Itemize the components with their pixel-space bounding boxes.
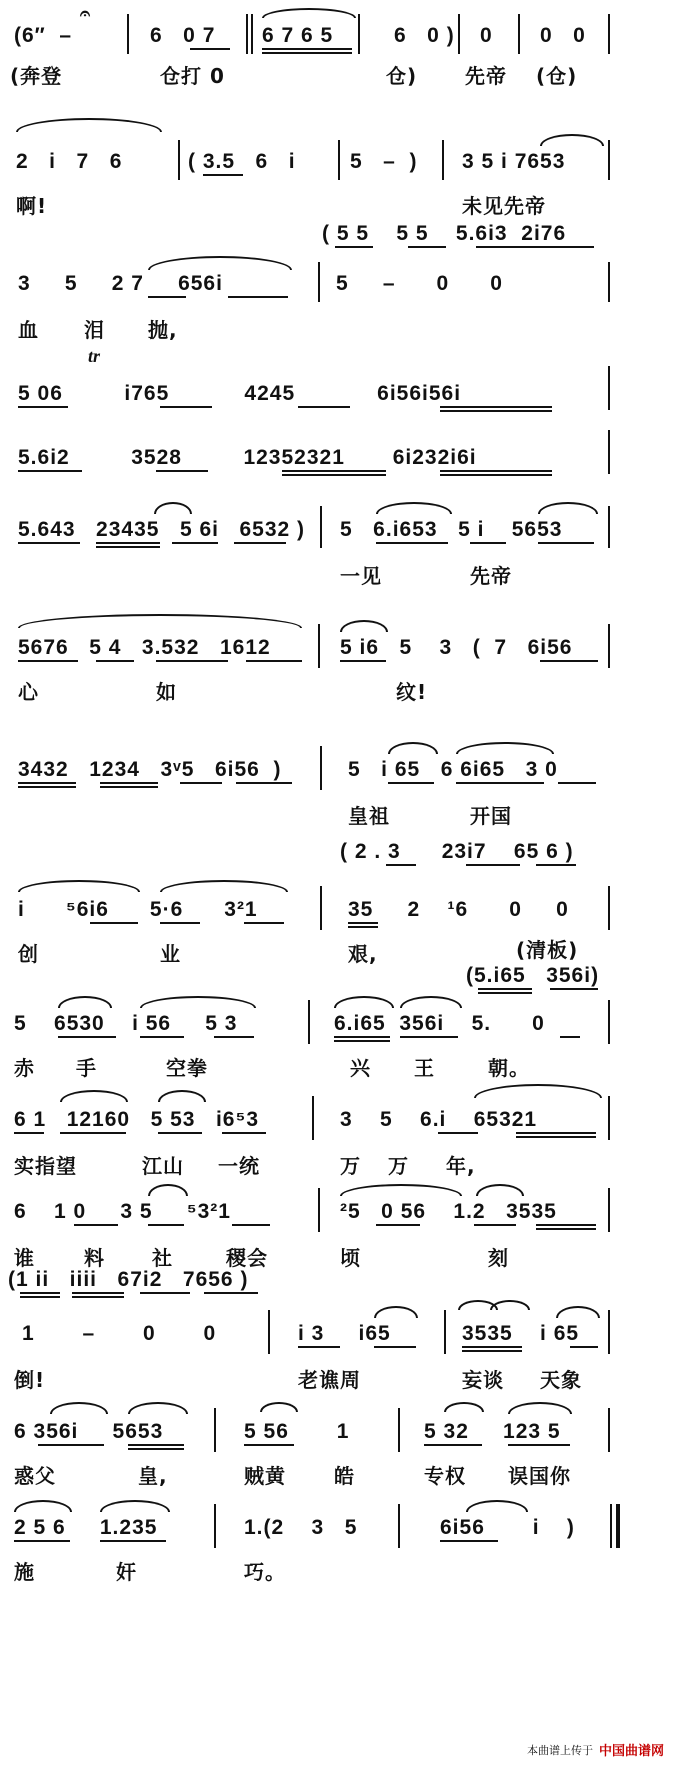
notes-row-7a: 5.643 23435 5 6i 6532 ) — [18, 518, 306, 541]
underline — [72, 1292, 124, 1294]
lyric: 料 — [84, 1246, 105, 1270]
underline — [348, 922, 378, 924]
underline — [232, 1224, 270, 1226]
barline — [127, 14, 129, 54]
slur — [374, 1306, 418, 1318]
repeat-bar — [358, 14, 360, 54]
underline — [14, 1540, 70, 1542]
slur — [60, 1090, 128, 1102]
barline — [214, 1408, 216, 1452]
underline — [90, 922, 138, 924]
underline — [18, 786, 76, 788]
underline — [516, 1136, 596, 1138]
underline — [244, 922, 284, 924]
lyric-tempo-marking: (清板) — [516, 938, 579, 962]
lyric: 如 — [156, 680, 177, 704]
notes-row-7b: 5 6.i653 5 i 5653 — [340, 518, 563, 541]
barline — [308, 1000, 310, 1044]
slur — [50, 1402, 108, 1414]
underline — [234, 542, 286, 544]
barline — [608, 1000, 610, 1044]
underline — [474, 1224, 516, 1226]
lyric: 艰, — [348, 942, 378, 966]
slur — [400, 996, 462, 1008]
lyric: 一统 — [218, 1154, 260, 1178]
lyric: 抛, — [148, 318, 178, 342]
lyric: 江山 — [142, 1154, 184, 1178]
notes-row-4b: 5 – 0 0 — [336, 272, 503, 295]
underline — [408, 246, 446, 248]
slur — [18, 614, 302, 628]
underline — [60, 1132, 126, 1134]
underline — [204, 1292, 258, 1294]
notes-row-14b: 3 5 6.i 65321 — [340, 1108, 538, 1131]
underline — [476, 246, 594, 248]
notes-row-8b: 5 i6 5 3 ( 7 6i56 — [340, 636, 573, 659]
trill-mark: tr — [88, 346, 101, 366]
slur — [444, 1402, 484, 1412]
lyric: 老谯周 — [298, 1368, 361, 1392]
underline — [538, 542, 594, 544]
lyric: 仓) — [386, 64, 418, 88]
barline — [608, 886, 610, 930]
lyric: 皇, — [138, 1464, 168, 1488]
underline — [550, 988, 598, 990]
underline — [400, 1036, 458, 1038]
barline — [320, 506, 322, 548]
footer-text: 本曲谱上传于 — [526, 1743, 593, 1757]
barline — [458, 14, 460, 54]
notes-row-16: (1 ii iiii 67i2 7656 ) — [8, 1268, 249, 1291]
lyric: 空拳 — [166, 1056, 208, 1080]
underline — [172, 542, 218, 544]
lyric: 惑父 — [14, 1464, 56, 1488]
notes-row-19c: 6i56 i ) — [440, 1516, 575, 1539]
lyric: 未见先帝 — [462, 194, 546, 218]
lyric: 先帝 — [465, 64, 507, 88]
notes-row-1d: 6 0 ) — [394, 24, 455, 47]
lyric: (仓) — [536, 64, 578, 88]
barline — [214, 1504, 216, 1548]
barline — [608, 1188, 610, 1232]
notes-row-1f: 0 0 — [540, 24, 586, 47]
underline — [190, 48, 230, 50]
underline — [18, 470, 82, 472]
notes-row-15b: ²5 0 56 1.2 3535 — [340, 1200, 557, 1223]
barline — [312, 1096, 314, 1140]
notes-row-13b: 6.i65 356i 5. 0 — [334, 1012, 545, 1035]
underline — [440, 1540, 498, 1542]
underline — [96, 546, 160, 548]
notes-row-19b: 1.(2 3 5 — [244, 1516, 358, 1539]
underline — [20, 1296, 60, 1298]
slur — [18, 880, 140, 892]
underline — [18, 542, 80, 544]
lyric: 仓打 0 — [160, 64, 225, 88]
notes-row-12: (5.i65 356i) — [466, 964, 600, 987]
lyric: 王 — [414, 1056, 435, 1080]
underline — [570, 1346, 598, 1348]
notes-row-2a: 2 i 7 6 — [16, 150, 123, 173]
underline — [156, 470, 208, 472]
barline — [444, 1310, 446, 1354]
lyric: 天象 — [540, 1368, 582, 1392]
underline — [376, 1224, 420, 1226]
barline — [268, 1310, 270, 1354]
underline — [128, 1444, 184, 1446]
final-barline — [610, 1504, 612, 1548]
underline — [462, 1350, 522, 1352]
lyric: 倒! — [14, 1368, 46, 1392]
slur — [334, 996, 394, 1008]
fermata-icon: 𝄐 — [80, 3, 91, 23]
underline — [478, 992, 532, 994]
underline — [508, 1444, 570, 1446]
underline — [128, 1448, 184, 1450]
slur — [466, 1500, 528, 1512]
slur — [154, 502, 192, 514]
underline — [160, 922, 200, 924]
barline — [320, 746, 322, 790]
underline — [18, 782, 76, 784]
lyric: 先帝 — [470, 564, 512, 588]
lyric: 年, — [446, 1154, 476, 1178]
slur — [262, 8, 356, 18]
underline — [348, 926, 378, 928]
barline — [320, 886, 322, 930]
lyric: 纹! — [396, 680, 428, 704]
site-logo: 中国曲谱网 — [598, 1744, 664, 1759]
slur — [340, 1184, 462, 1196]
slur — [128, 1402, 188, 1414]
notes-row-18c: 5 32 123 5 — [424, 1420, 561, 1443]
underline — [335, 246, 373, 248]
underline — [376, 542, 448, 544]
underline — [214, 1036, 254, 1038]
barline — [608, 366, 610, 410]
notes-row-2b: ( 3.5 6 i — [188, 150, 296, 173]
slur — [58, 996, 112, 1008]
underline — [72, 1296, 124, 1298]
slur — [376, 502, 452, 514]
underline — [20, 1292, 60, 1294]
lyric: 皇祖 — [348, 804, 390, 828]
barline — [318, 262, 320, 302]
underline — [298, 1346, 340, 1348]
slur — [456, 742, 554, 754]
notes-row-4a: 3 5 2 7 656i — [18, 272, 223, 295]
underline — [334, 1036, 390, 1038]
underline — [203, 174, 243, 176]
slur — [148, 1184, 188, 1196]
notes-row-18a: 6 356i 5653 — [14, 1420, 164, 1443]
lyric: 血 — [18, 318, 39, 342]
barline — [608, 1408, 610, 1452]
notes-row-17c: 3535 i 65 — [462, 1322, 580, 1345]
underline — [438, 1132, 478, 1134]
underline — [100, 1540, 166, 1542]
underline — [100, 786, 158, 788]
notes-row-11a: i ⁵6i6 5·6 3²1 — [18, 898, 258, 921]
lyric: 谁 — [14, 1246, 35, 1270]
final-barline-thick — [616, 1504, 620, 1548]
underline — [340, 660, 386, 662]
lyric: 啊! — [16, 194, 48, 218]
lyric: 心 — [18, 680, 39, 704]
slur — [340, 620, 388, 632]
underline — [536, 1228, 596, 1230]
underline — [386, 864, 416, 866]
slur — [16, 118, 162, 132]
slur — [388, 742, 438, 754]
barline — [318, 1188, 320, 1232]
underline — [282, 474, 386, 476]
lyric: 万 — [388, 1154, 409, 1178]
underline — [58, 1036, 116, 1038]
underline — [158, 1132, 202, 1134]
underline — [14, 1132, 44, 1134]
lyric: 专权 — [424, 1464, 466, 1488]
slur — [538, 502, 598, 514]
barline — [608, 1096, 610, 1140]
slur — [100, 1500, 170, 1512]
underline — [148, 296, 186, 298]
underline — [466, 864, 520, 866]
slur — [556, 1306, 600, 1318]
barline — [338, 140, 340, 180]
slur — [148, 256, 292, 270]
lyric: 刻 — [488, 1246, 509, 1270]
notes-row-10: ( 2 . 3 23i7 65 6 ) — [340, 840, 574, 863]
repeat-bar — [246, 14, 248, 54]
lyric: 赤 — [14, 1056, 35, 1080]
underline — [298, 406, 350, 408]
underline — [540, 660, 598, 662]
slur — [160, 880, 288, 892]
lyric: 兴 — [350, 1056, 371, 1080]
lyric: 创 — [18, 942, 39, 966]
underline — [440, 410, 552, 412]
underline — [440, 474, 552, 476]
lyric: 巧。 — [244, 1560, 286, 1584]
underline — [74, 1224, 118, 1226]
notes-row-1c: 6 7 6 5 — [262, 24, 334, 47]
slur — [14, 1500, 72, 1512]
underline — [228, 296, 288, 298]
barline — [608, 506, 610, 548]
notes-row-8a: 5676 5 4 3.532 1612 — [18, 636, 271, 659]
underline — [262, 52, 352, 54]
lyric: 皓 — [334, 1464, 355, 1488]
lyric: 万 — [340, 1154, 361, 1178]
barline — [398, 1408, 400, 1452]
underline — [334, 1040, 390, 1042]
underline — [282, 470, 386, 472]
underline — [148, 1224, 184, 1226]
lyric: 手 — [76, 1056, 97, 1080]
notes-row-5: 5 06 i765 4245 6i56i56i — [18, 382, 462, 405]
underline — [388, 782, 434, 784]
underline — [462, 1346, 522, 1348]
notes-row-17a: 1 – 0 0 — [22, 1322, 217, 1345]
underline — [558, 782, 596, 784]
underline — [236, 782, 292, 784]
underline — [180, 782, 222, 784]
underline — [374, 1346, 416, 1348]
notes-row-18b: 5 56 1 — [244, 1420, 350, 1443]
barline — [608, 262, 610, 302]
barline — [442, 140, 444, 180]
slur — [140, 996, 256, 1008]
lyric: 误国你 — [508, 1464, 571, 1488]
notes-row-17b: i 3 i65 — [298, 1322, 391, 1345]
notes-row-9a: 3432 1234 3ᵛ5 6i56 ) — [18, 758, 282, 781]
slur — [474, 1084, 602, 1098]
notes-row-15a: 6 1 0 3 5 ⁵3²1 — [14, 1200, 231, 1223]
notes-row-9b: 5 i 65 6 6i65 3 0 — [348, 758, 558, 781]
lyric: 社 — [152, 1246, 173, 1270]
underline — [536, 864, 576, 866]
underline — [18, 660, 78, 662]
underline — [516, 1132, 596, 1134]
slur — [158, 1090, 206, 1102]
lyric: 稷会 — [226, 1246, 268, 1270]
barline — [608, 14, 610, 54]
notes-row-1a: (6″ – — [14, 24, 73, 47]
notes-row-14a: 6 1 12160 5 53 i6⁵3 — [14, 1108, 260, 1131]
underline — [262, 48, 352, 50]
barline — [518, 14, 520, 54]
slur — [260, 1402, 298, 1412]
underline — [96, 542, 160, 544]
lyric: 妄谈 — [462, 1368, 504, 1392]
underline — [160, 406, 212, 408]
barline — [608, 140, 610, 180]
underline — [140, 1036, 184, 1038]
notes-row-2d: 3 5 i 7653 — [462, 150, 566, 173]
underline — [222, 1132, 266, 1134]
underline — [536, 1224, 596, 1226]
slur — [540, 134, 604, 146]
notes-row-13a: 5 6530 i 56 5 3 — [14, 1012, 238, 1035]
slur — [490, 1300, 530, 1310]
lyric: 业 — [160, 942, 181, 966]
underline — [456, 782, 544, 784]
lyric: 顷 — [340, 1246, 361, 1270]
notes-row-1b: 6 0 7 — [150, 24, 216, 47]
lyric: 泪 — [84, 318, 105, 342]
notes-row-1e: 0 — [480, 24, 493, 47]
underline — [246, 660, 302, 662]
underline — [18, 406, 68, 408]
notes-row-19a: 2 5 6 1.235 — [14, 1516, 158, 1539]
slur — [476, 1184, 524, 1196]
barline — [608, 624, 610, 668]
underline — [478, 988, 532, 990]
barline — [398, 1504, 400, 1548]
underline — [440, 406, 552, 408]
notes-row-3: ( 5 5 5 5 5.6i3 2i76 — [322, 222, 567, 245]
notes-row-11b: 35 2 ¹6 0 0 — [348, 898, 569, 921]
underline — [38, 1444, 104, 1446]
lyric: 贼黄 — [244, 1464, 286, 1488]
notes-row-6: 5.6i2 3528 12352321 6i232i6i — [18, 446, 477, 469]
barline — [318, 624, 320, 668]
underline — [156, 660, 228, 662]
lyric: 朝。 — [488, 1056, 530, 1080]
underline — [440, 470, 552, 472]
underline — [100, 782, 158, 784]
lyric: 一见 — [340, 564, 382, 588]
barline — [608, 430, 610, 474]
barline — [608, 1310, 610, 1354]
repeat-bar — [251, 14, 253, 54]
lyric: 实指望 — [14, 1154, 77, 1178]
lyric: 开国 — [470, 804, 512, 828]
underline — [96, 660, 134, 662]
notes-row-2c: 5 – ) — [350, 150, 418, 173]
underline — [560, 1036, 580, 1038]
footer-credit — [527, 1740, 664, 1759]
underline — [140, 1292, 190, 1294]
lyric: 奸 — [116, 1560, 137, 1584]
barline — [178, 140, 180, 180]
underline — [470, 542, 506, 544]
lyric: (奔登 — [10, 64, 63, 88]
slur — [508, 1402, 572, 1414]
underline — [424, 1444, 482, 1446]
lyric: 施 — [14, 1560, 35, 1584]
underline — [244, 1444, 294, 1446]
